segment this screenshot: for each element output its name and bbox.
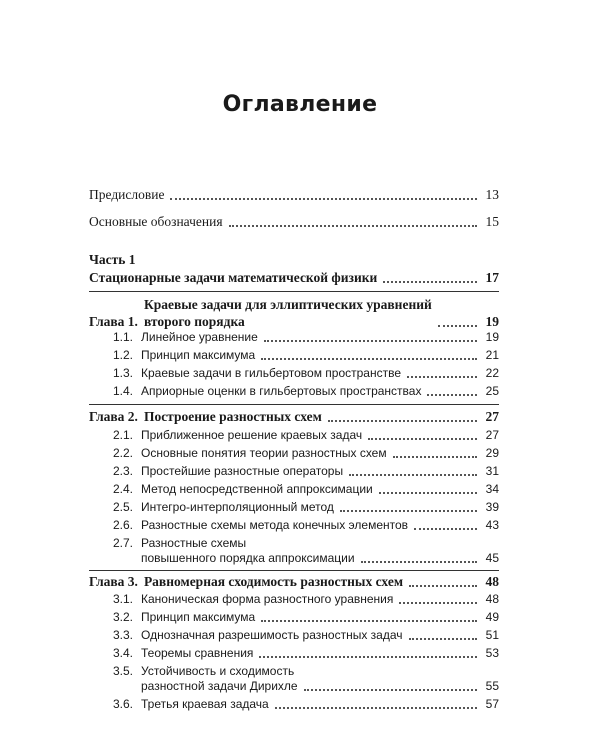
entry-page: 48 [485, 574, 499, 589]
section-number: 3.2. [112, 610, 133, 624]
entry-page: 53 [485, 646, 499, 660]
toc-entry-part-1[interactable] [89, 269, 499, 286]
toc-entry-section[interactable] [111, 518, 499, 533]
section-number: 1.2. [112, 348, 133, 362]
toc-entry-preface[interactable] [89, 186, 499, 203]
toc-entry-section[interactable] [111, 348, 499, 363]
entry-page: 21 [485, 348, 499, 362]
entry-page: 57 [485, 697, 499, 711]
entry-page: 39 [485, 500, 499, 514]
toc-entry-notation[interactable] [89, 213, 499, 230]
divider [89, 404, 499, 405]
entry-label: Однозначная разрешимость разностных задач [141, 628, 403, 642]
toc-entry-section[interactable] [111, 664, 499, 694]
leader-dots [349, 474, 477, 476]
entry-label: Принцип максимума [141, 348, 256, 362]
leader-dots [340, 510, 477, 512]
leader-dots [259, 656, 477, 658]
entry-page: 43 [485, 518, 499, 532]
entry-page: 15 [485, 214, 499, 229]
entry-label-cont: разностной задачи Дирихле [141, 679, 298, 693]
section-number: 3.1. [112, 592, 133, 606]
entry-page: 51 [485, 628, 499, 642]
leader-dots [407, 376, 477, 378]
toc-entry-chapter-3[interactable] [89, 573, 499, 590]
chapter-number: Глава 2. [89, 409, 138, 424]
entry-label: Краевые задачи для эллиптических уравнений [143, 297, 432, 312]
toc-entry-section[interactable] [111, 646, 499, 661]
entry-label: Интегро-интерполяционный метод [141, 500, 334, 514]
toc-entry-section[interactable] [111, 464, 499, 479]
section-number: 1.3. [112, 366, 133, 380]
leader-dots [261, 358, 477, 360]
entry-label-cont: второго порядка [143, 314, 245, 329]
section-number: 2.4. [112, 482, 133, 496]
section-number: 2.6. [112, 518, 133, 532]
section-number: 3.3. [112, 628, 133, 642]
section-number: 1.4. [112, 384, 133, 398]
part-label: Часть 1 [89, 252, 136, 267]
entry-page: 17 [485, 270, 499, 285]
leader-dots [399, 602, 477, 604]
leader-dots [361, 561, 477, 563]
toc-entry-section[interactable] [111, 697, 499, 712]
toc-entry-section[interactable] [111, 384, 499, 399]
toc-entry-chapter-2[interactable] [89, 408, 499, 425]
leader-dots [409, 638, 478, 640]
entry-page: 29 [485, 446, 499, 460]
entry-label: Принцип максимума [141, 610, 256, 624]
entry-label: Краевые задачи в гильбертовом пространстве [141, 366, 402, 380]
entry-page: 48 [485, 592, 499, 606]
section-number: 2.1. [112, 428, 133, 442]
leader-dots [427, 394, 477, 396]
entry-label: Априорные оценки в гильбертовых пространствах [141, 384, 422, 398]
toc-entry-section[interactable] [111, 446, 499, 461]
toc-entry-section[interactable] [111, 330, 499, 345]
entry-label: Третья краевая задача [141, 697, 269, 711]
entry-label: Метод непосредственной аппроксимации [141, 482, 373, 496]
toc-entry-section[interactable] [111, 628, 499, 643]
leader-dots [261, 620, 477, 622]
toc-entry-section[interactable] [111, 536, 499, 566]
leader-dots [328, 420, 477, 422]
entry-page: 13 [485, 187, 499, 202]
leader-dots [264, 340, 477, 342]
entry-label: Основные понятия теории разностных схем [141, 446, 387, 460]
leader-dots [414, 528, 477, 530]
entry-label: Основные обозначения [89, 214, 223, 229]
section-number: 3.4. [112, 646, 133, 660]
page-title: Оглавление [222, 92, 378, 117]
entry-label: Разностные схемы метода конечных элементов [141, 518, 409, 532]
entry-label: Равномерная сходимость разностных схем [143, 574, 404, 589]
divider [89, 570, 499, 571]
toc-entry-section[interactable] [111, 592, 499, 607]
entry-page: 22 [485, 366, 499, 380]
entry-page: 31 [485, 464, 499, 478]
leader-dots [409, 585, 477, 587]
entry-label: Разностные схемы [141, 536, 247, 550]
leader-dots [393, 456, 477, 458]
entry-label: Простейшие разностные операторы [141, 464, 344, 478]
entry-page: 49 [485, 610, 499, 624]
entry-label: Каноническая форма разностного уравнения [141, 592, 394, 606]
section-number: 2.3. [112, 464, 133, 478]
chapter-number: Глава 3. [89, 574, 138, 589]
entry-label: Теоремы сравнения [141, 646, 254, 660]
section-number: 2.5. [112, 500, 133, 514]
toc-entry-section[interactable] [111, 610, 499, 625]
entry-page: 19 [485, 330, 499, 344]
entry-page: 45 [485, 551, 499, 565]
leader-dots [383, 281, 477, 283]
section-number: 2.7. [112, 536, 133, 550]
entry-label: Предисловие [89, 187, 165, 202]
entry-label-cont: повышенного порядка аппроксимации [141, 551, 355, 565]
entry-label: Стационарные задачи математической физики [89, 270, 378, 285]
leader-dots [229, 225, 477, 227]
entry-label: Устойчивость и сходимость [141, 664, 295, 678]
entry-page: 19 [485, 314, 499, 329]
entry-page: 25 [485, 384, 499, 398]
toc-entry-section[interactable] [111, 366, 499, 381]
section-number: 2.2. [112, 446, 133, 460]
toc-entry-section[interactable] [111, 482, 499, 497]
chapter-number: Глава 1. [89, 314, 138, 329]
toc-entry-section[interactable] [111, 500, 499, 515]
toc-entry-section[interactable] [111, 428, 499, 443]
entry-label: Приближенное решение краевых задач [141, 428, 363, 442]
entry-page: 27 [485, 409, 499, 424]
section-number: 3.5. [112, 664, 133, 678]
leader-dots [304, 689, 477, 691]
entry-page: 27 [485, 428, 499, 442]
leader-dots [379, 492, 477, 494]
leader-dots [368, 438, 477, 440]
section-number: 3.6. [112, 697, 133, 711]
toc-entry-chapter-1[interactable] [89, 296, 499, 330]
leader-dots [275, 707, 477, 709]
entry-label: Построение разностных схем [143, 409, 322, 424]
entry-label: Линейное уравнение [141, 330, 258, 344]
leader-dots [438, 325, 477, 327]
entry-page: 55 [485, 679, 499, 693]
divider [89, 291, 499, 292]
entry-page: 34 [485, 482, 499, 496]
leader-dots [170, 198, 477, 200]
section-number: 1.1. [112, 330, 133, 344]
